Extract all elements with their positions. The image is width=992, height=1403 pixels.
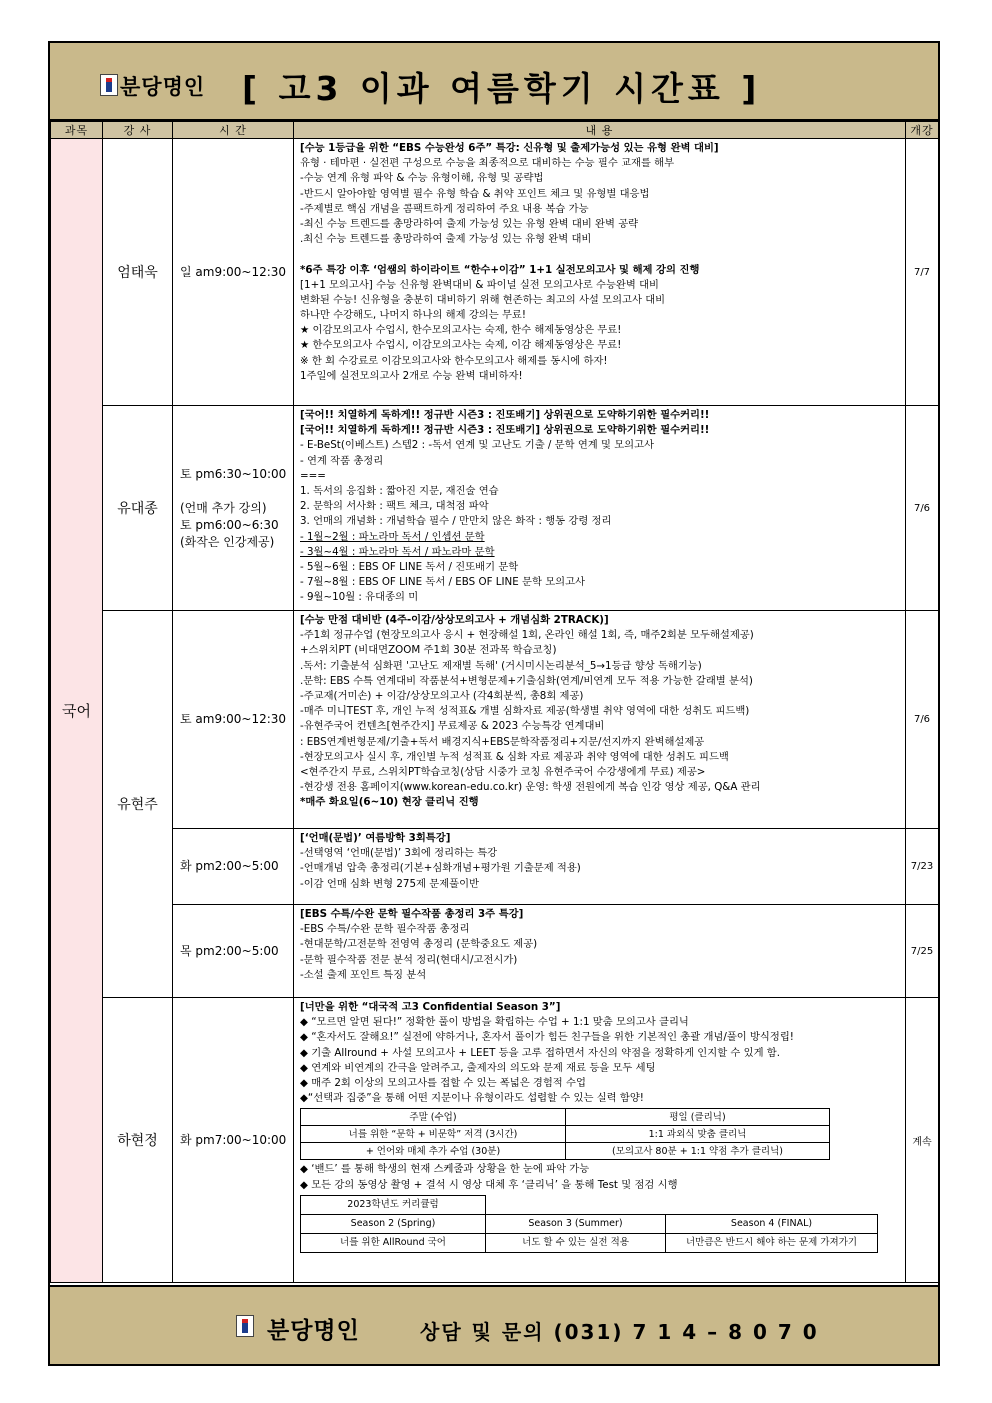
course-heading: *매주 화요일(6~10) 현장 클리닉 진행 xyxy=(300,796,479,809)
time-line: 토 am9:00~12:30 xyxy=(180,712,287,726)
curriculum-title: 2023학년도 커리큘럼 xyxy=(301,1195,486,1214)
footer-banner xyxy=(50,1285,938,1364)
subject-cell: 국어 xyxy=(51,139,103,1283)
table-row xyxy=(51,139,939,406)
footer-brand: 분당명인 xyxy=(267,1318,360,1344)
season-name: Season 3 (Summer) xyxy=(486,1214,666,1233)
season-name: Season 4 (FINAL) xyxy=(666,1214,878,1233)
content-line: ◆ 모든 강의 동영상 촬영 + 결석 시 영상 대체 후 ‘클리닉’ 을 통해 Test 및 점검 시행 xyxy=(300,1178,678,1191)
content-line: - 7월~8월 : EBS OF LINE 독서 / EBS OF LINE 문학 모의고사 xyxy=(300,576,585,589)
content-line: 하나만 수강해도, 나머지 하나의 해제 강의는 무료! xyxy=(300,309,526,322)
start-date-cell: 7/23 xyxy=(906,829,939,905)
season-desc: 너를 위한 AllRound 국어 xyxy=(301,1233,486,1252)
table-row xyxy=(51,611,939,829)
timetable-frame xyxy=(48,41,940,1366)
column-header-start: 개강 xyxy=(906,122,939,139)
content-line: 변화된 수능! 신유형을 충분히 대비하기 위해 현존하는 최고의 사설 모의고사 대비 xyxy=(300,293,666,306)
time-line: 토 pm6:30~10:00 xyxy=(180,466,287,481)
content-line: ◆ 연계와 비연계의 간극을 알려주고, 출제자의 의도와 문제 재료 등을 모두 세팅 xyxy=(300,1061,656,1074)
content-line: -언매개념 압축 총정리(기본+심화개념+평가원 기출문제 적용) xyxy=(300,862,581,875)
content-cell xyxy=(294,611,906,829)
page-title: [ 고3 이과 여름학기 시간표 ] xyxy=(242,69,762,108)
content-line: .최신 수능 트렌드를 총망라하여 출제 가능성 있는 유형 완벽 대비 xyxy=(300,233,592,246)
column-header-time: 시 간 xyxy=(173,122,294,139)
content-line: -매주 미니TEST 후, 개인 누적 성적표& 개별 심화자료 제공(학생별 취약 영역에 대한 성취도 피드백) xyxy=(300,705,750,718)
content-line: === xyxy=(300,469,326,482)
column-header-content: 내 용 xyxy=(294,122,906,139)
content-line: - 1월~2월 : 파노라마 독서 / 인셉션 문학 xyxy=(300,530,485,543)
time-line xyxy=(180,483,293,500)
course-heading: [국어!! 치열하게 독하게!! 정규반 시즌3 : 진또배기] 상위권으로 도약하기위한 필수커리!! xyxy=(300,424,710,437)
course-heading: [수능 만점 대비반 (4주-이감/상상모의고사 + 개념심화 2TRACK)] xyxy=(300,614,609,626)
course-heading: [국어!! 치열하게 독하게!! 정규반 시즌3 : 진또배기] 상위권으로 도약하기위한 필수커리!! xyxy=(300,409,710,421)
content-line: -현강생 전용 홈페이지(www.korean-edu.co.kr) 운영: 학생 전원에게 복습 인강 영상 제공, Q&A 관리 xyxy=(300,781,761,794)
contact-info: 상담 및 문의 (031) 7 1 4 – 8 0 7 0 xyxy=(420,1320,819,1344)
weekday-detail: (모의고사 80분 + 1:1 약점 추가 클리닉) xyxy=(566,1143,830,1160)
content-line: -주교재(거미손) + 이감/상상모의고사 (각4회분씩, 총8회 제공) xyxy=(300,689,584,702)
start-date-cell: 계속 xyxy=(906,998,939,1283)
time-line: 화 pm2:00~5:00 xyxy=(180,859,279,873)
teacher-cell: 유대종 xyxy=(103,406,173,611)
course-heading: *6주 특강 이후 ‘엄쌤의 하이라이트 “한수+이감” 1+1 실전모의고사 및 해제 강의 진행 xyxy=(300,263,700,276)
empty-cell xyxy=(486,1195,878,1214)
weekend-detail: 너를 위한 “문학 + 비문학” 저격 (3시간) xyxy=(301,1126,566,1143)
content-cell xyxy=(294,829,906,905)
content-line: -주제별로 핵심 개념을 콤팩트하게 정리하여 주요 내용 복습 가능 xyxy=(300,202,589,215)
column-header-subject: 과목 xyxy=(51,122,103,139)
teacher-cell: 하현정 xyxy=(103,998,173,1283)
content-cell xyxy=(294,139,906,406)
table-row xyxy=(51,905,939,998)
course-heading: [‘언매(문법)’ 여름방학 3회특강] xyxy=(300,832,451,844)
content-line: ◆“선택과 집중”을 통해 어떤 지문이나 유형이라도 섭렵할 수 있는 실력 함양! xyxy=(300,1092,644,1105)
curriculum-table xyxy=(300,1195,878,1253)
time-cell xyxy=(173,139,294,406)
brand-name: 분당명인 xyxy=(120,75,206,99)
content-line: ◆ 기출 Allround + 사설 모의고사 + LEET 등을 고루 접하면서 자신의 약점을 정확하게 인지할 수 있게 함. xyxy=(300,1046,781,1059)
content-line: .독서: 기출분석 심화편 '고난도 제재별 독해' (거시미시논리분석_5→1등급 향상 독해기능) xyxy=(300,659,702,672)
start-date-cell: 7/25 xyxy=(906,905,939,998)
season-desc: 너도 할 수 있는 실전 적용 xyxy=(486,1233,666,1252)
content-line: [1+1 모의고사] 수능 신유형 완벽대비 & 파이널 실전 모의고사로 수능완벽 대비 xyxy=(300,278,659,291)
time-cell xyxy=(173,829,294,905)
teacher-cell: 엄태욱 xyxy=(103,139,173,406)
content-line: .문학: EBS 수특 연계대비 작품분석+변형문제+기출심화(연계/비연계 모두 적용 가능한 갈래별 분석) xyxy=(300,674,753,687)
time-cell xyxy=(173,611,294,829)
content-line: 1주일에 실전모의고사 2개로 수능 완벽 대비하자! xyxy=(300,369,523,382)
content-line: 1. 독서의 응집화 : 짧아진 지문, 재진술 연습 xyxy=(300,484,499,497)
season-desc: 너만큼은 반드시 해야 하는 문제 가져가기 xyxy=(666,1233,878,1252)
content-line: : EBS연계변형문제/기출+독서 배경지식+EBS문학작품정리+지문/선지까지 완벽해설제공 xyxy=(300,735,705,748)
start-date-cell: 7/6 xyxy=(906,406,939,611)
course-heading: [EBS 수특/수완 문학 필수작품 총정리 3주 특강] xyxy=(300,908,524,920)
content-line: -이감 언매 심화 변형 275제 문제풀이반 xyxy=(300,877,479,890)
content-line: - 연계 작품 총정리 xyxy=(300,454,384,467)
academy-logo-icon xyxy=(100,74,118,96)
time-line: (언매 추가 강의) xyxy=(180,500,267,515)
content-cell xyxy=(294,905,906,998)
content-line: -유현주국어 컨텐츠[현주간지] 무료제공 & 2023 수능특강 연계대비 xyxy=(300,720,605,733)
time-line: 일 am9:00~12:30 xyxy=(180,264,287,279)
content-line: -선택영역 ‘언매(문법)’ 3회에 정리하는 특강 xyxy=(300,847,498,860)
teacher-cell: 유현주 xyxy=(103,611,173,998)
season-name: Season 2 (Spring) xyxy=(301,1214,486,1233)
content-line: -현대문학/고전문학 전영역 총정리 (문학중요도 제공) xyxy=(300,938,538,951)
weekday-header: 평일 (클리닉) xyxy=(566,1109,830,1126)
content-line: -수능 연계 유형 파악 & 수능 유형이해, 유형 및 공략법 xyxy=(300,172,544,185)
content-line: -주1회 정규수업 (현장모의고사 응시 + 현장해설 1회, 온라인 해설 1회, 즉, 매주2회분 모두해설제공) xyxy=(300,629,754,642)
table-header-row xyxy=(51,122,939,139)
content-line: <현주간지 무료, 스위치PT학습코칭(상담 시중가 코칭 유현주국어 수강생에게 무료) 제공> xyxy=(300,765,706,778)
time-cell xyxy=(173,905,294,998)
weekday-detail: 1:1 과외식 맞춤 클리닉 xyxy=(566,1126,830,1143)
content-line: ※ 한 회 수강료로 이감모의고사와 한수모의고사 해제를 동시에 하자! xyxy=(300,354,608,367)
time-cell xyxy=(173,406,294,611)
content-line: 2. 문학의 서사화 : 팩트 체크, 대척점 파악 xyxy=(300,500,489,513)
time-line: 목 pm2:00~5:00 xyxy=(180,943,279,958)
schedule-table xyxy=(50,121,939,1283)
table-row xyxy=(51,829,939,905)
header-banner xyxy=(50,43,938,121)
content-line: 유형 · 테마편 · 실전편 구성으로 수능을 최종적으로 대비하는 수능 필수 교재를 해부 xyxy=(300,157,675,170)
content-line: +스위치PT (비대면ZOOM 주1회 30분 전과목 학습코칭) xyxy=(300,644,557,657)
content-line: -현장모의고사 실시 후, 개인별 누적 성적표 & 심화 자료 제공과 취약 영역에 대한 성취도 피드백 xyxy=(300,750,729,763)
time-line: 화 pm7:00~10:00 xyxy=(180,1132,287,1147)
weekend-header: 주말 (수업) xyxy=(301,1109,566,1126)
table-row xyxy=(51,406,939,611)
content-line: ◆ “혼자서도 잘해요!” 실전에 약하거나, 혼자서 풀이가 힘든 친구들을 위한 기본적인 총괄 개념/풀이 방식정립! xyxy=(300,1031,794,1044)
table-row xyxy=(51,998,939,1283)
academy-logo-icon xyxy=(236,1315,254,1337)
content-line: ◆ 매주 2회 이상의 모의고사를 접할 수 있는 폭넓은 경험적 수업 xyxy=(300,1076,586,1089)
content-line: -최신 수능 트렌드를 총망라하여 출제 가능성 있는 유형 완벽 대비 완벽 공략 xyxy=(300,217,639,230)
content-line: - 5월~6월 : EBS OF LINE 독서 / 진또배기 문학 xyxy=(300,560,519,573)
column-header-teacher: 강 사 xyxy=(103,122,173,139)
time-line: (화작은 인강제공) xyxy=(180,534,275,549)
course-heading: [너만을 위한 “대국적 고3 Confidential Season 3”] xyxy=(300,1001,561,1013)
start-date-cell: 7/7 xyxy=(906,139,939,406)
content-line: -반드시 알아야할 영역별 필수 유형 학습 & 취약 포인트 체크 및 유형별 대응법 xyxy=(300,187,650,200)
content-line: ★ 한수모의고사 수업시, 이감모의고사는 숙제, 이감 해제동영상은 무료! xyxy=(300,339,622,352)
content-line: ★ 이감모의고사 수업시, 한수모의고사는 숙제, 한수 해제동영상은 무료! xyxy=(300,324,622,337)
class-type-table xyxy=(300,1108,830,1160)
time-line: 토 pm6:00~6:30 xyxy=(180,517,279,532)
content-line: - 3월~4월 : 파노라마 독서 / 파노라마 문학 xyxy=(300,545,495,558)
content-line: 3. 언매의 개념화 : 개념학습 필수 / 만만치 않은 화작 : 행동 강령 정리 xyxy=(300,515,612,528)
spacer xyxy=(300,247,903,262)
content-line: ◆ “모르면 알면 된다!” 정확한 풀이 방법을 확립하는 수업 + 1:1 맞춤 모의고사 클리닉 xyxy=(300,1016,689,1029)
weekend-detail: + 언어와 매체 추가 수업 (30분) xyxy=(301,1143,566,1160)
content-line: -EBS 수특/수완 문학 필수작품 총정리 xyxy=(300,923,470,936)
content-cell xyxy=(294,998,906,1283)
content-cell xyxy=(294,406,906,611)
start-date-cell: 7/6 xyxy=(906,611,939,829)
content-line: -문학 필수작품 전문 분석 정리(현대시/고전시가) xyxy=(300,953,518,966)
content-line: -소설 출제 포인트 특징 분석 xyxy=(300,968,427,981)
time-cell xyxy=(173,998,294,1283)
content-line: - E-BeSt(이베스트) 스텝2 : -독서 연계 및 고난도 기출 / 문학 연계 및 모의고사 xyxy=(300,439,655,452)
content-line: ◆ ‘밴드’ 를 통해 학생의 현재 스케줄과 상황을 한 눈에 파악 가능 xyxy=(300,1163,590,1176)
course-heading: [수능 1등급을 위한 “EBS 수능완성 6주” 특강: 신유형 및 출제가능성 있는 유형 완벽 대비] xyxy=(300,142,719,154)
content-line: - 9월~10월 : 유대종의 미 xyxy=(300,591,419,604)
